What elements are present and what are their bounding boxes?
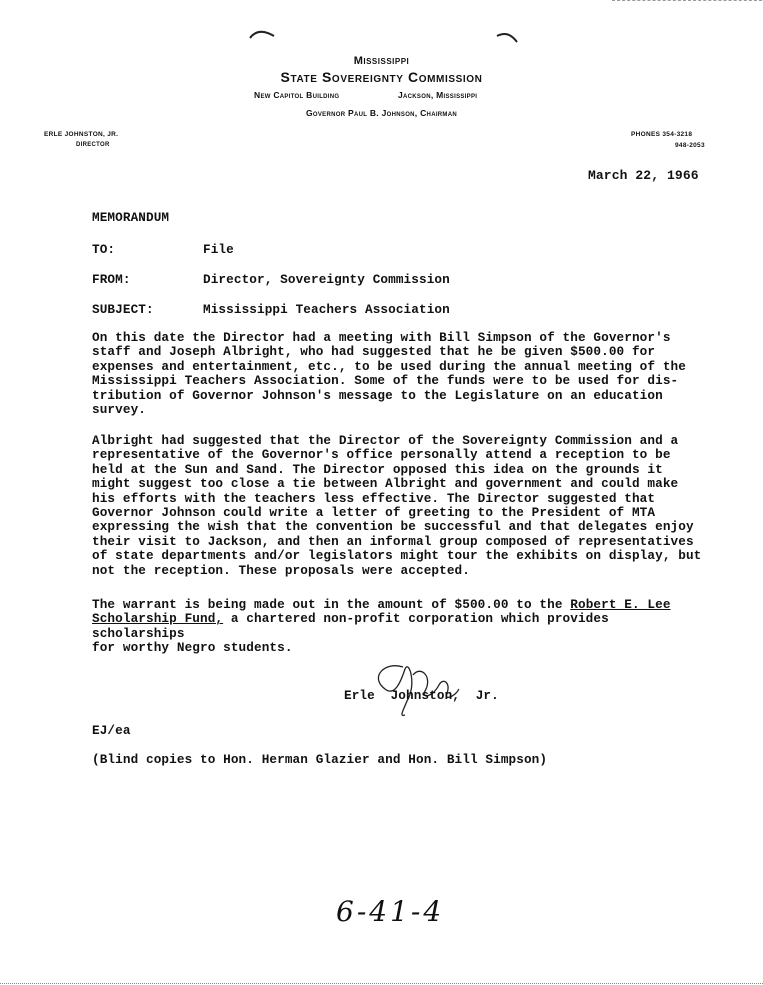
letterhead-building: New Capitol Building [254,90,340,100]
p2-line: representative of the Governor's office personally attend a reception to be [92,447,671,463]
paragraph-1 [92,331,702,417]
p3-line-2 [92,612,702,641]
subject-label: SUBJECT: [92,302,154,317]
p2-line: not the reception. These proposals were accepted. [92,562,470,578]
p3-line-1-text: The warrant is being made out in the amount of $500.00 to the [92,597,571,612]
p1-line: staff and Joseph Albright, who had suggested that he be given $500.00 for [92,344,656,360]
p2-line: their visit to Jackson, and then an informal group composed of representatives [92,533,694,549]
director-name: ERLE JOHNSTON, JR. [44,131,119,138]
letterhead-governor: Governor Paul B. Johnson, Chairman [306,108,457,118]
scan-mark-left [248,28,278,42]
fund-name-part-2: Scholarship Fund, [92,611,224,627]
paragraph-3 [92,598,702,656]
p1-line: expenses and entertainment, etc., to be used during the annual meeting of the [92,358,686,374]
scan-mark-right [495,30,521,44]
p2-line: held at the Sun and Sand. The Director opposed this idea on the grounds it [92,461,663,477]
phone-number-1: 354-3218 [662,131,693,138]
letterhead-city: Jackson, Mississippi [398,90,478,100]
phones-label: PHONES [631,131,661,138]
p1-line: On this date the Director had a meeting with Bill Simpson of the Governor's [92,330,671,345]
p2-line: Governor Johnson could write a letter of greeting to the President of MTA [92,505,656,521]
p1-line: tribution of Governor Johnson's message to the Legislature on an education [92,387,663,403]
p2-line: might suggest too close a tie between Albright and government and could make [92,476,679,492]
letter-date: March 22, 1966 [588,168,699,183]
p3-line-3: for worthy Negro students. [92,640,293,656]
typist-initials: EJ/ea [92,723,131,738]
phones-block [631,131,692,138]
p3-line-2-text: a chartered non-profit corporation which provides scholarships [92,611,609,641]
phone-number-2: 948-2053 [675,142,705,149]
p2-line: his efforts with the teachers less effective. The Director suggested that [92,490,656,506]
to-value: File [203,242,234,257]
p1-line: Mississippi Teachers Association. Some of the funds were to be used for dis- [92,373,679,389]
director-title: DIRECTOR [76,142,110,148]
top-edge-line [612,0,762,1]
bottom-edge-line [0,983,763,984]
from-value: Director, Sovereignty Commission [203,272,450,287]
letterhead-commission: State Sovereignty Commission [280,69,483,85]
file-number: 6-41-4 [336,895,445,928]
p2-line: expressing the wish that the convention be successful and that delegates enjoy [92,519,694,535]
p2-line: of state departments and/or legislators might tour the exhibits on display, but [92,548,702,564]
to-label: TO: [92,242,116,257]
memo-heading: MEMORANDUM [92,210,170,225]
subject-value: Mississippi Teachers Association [203,302,450,317]
p2-line: Albright had suggested that the Director of the Sovereignty Commission and a [92,433,679,448]
typed-signature: Erle Johnston, Jr. [344,688,499,703]
fund-name-part-1: Robert E. Lee [570,597,671,612]
from-label: FROM: [92,272,131,287]
blind-copies-note: (Blind copies to Hon. Herman Glazier and Hon. Bill Simpson) [92,752,548,767]
letterhead-state: Mississippi [353,55,410,67]
paragraph-2 [92,434,702,578]
p1-line: survey. [92,402,146,418]
p3-line-1 [92,598,702,612]
